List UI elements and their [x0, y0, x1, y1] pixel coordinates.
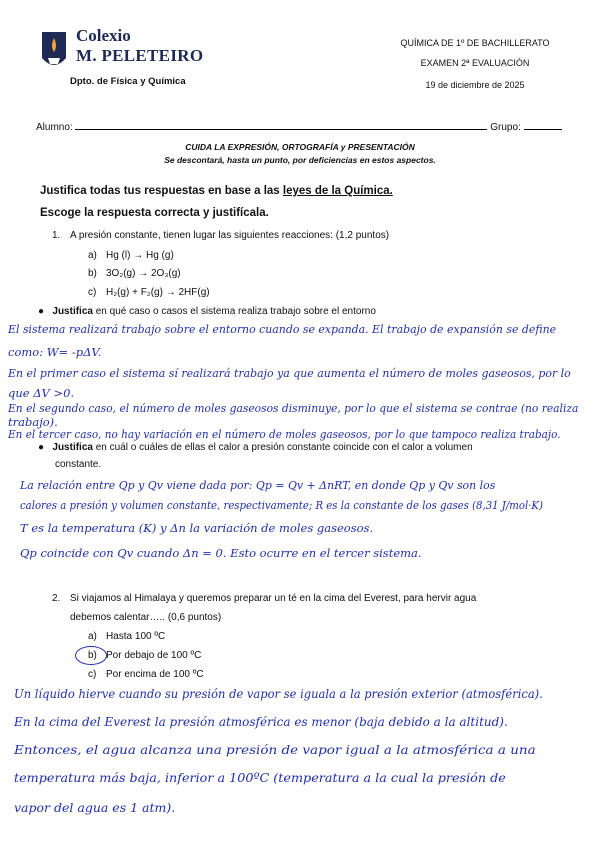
- answer3-line4: temperatura más baja, inferior a 100ºC (temperatura a la cual la presión de: [14, 770, 506, 785]
- q1-bullet1-bold: Justifica: [52, 306, 93, 317]
- answer3-line5: vapor del agua es 1 atm).: [14, 800, 176, 815]
- q1-option-a: Hg (l) → Hg (g): [106, 250, 174, 261]
- student-line: [36, 120, 576, 133]
- instruction-line1: [40, 185, 393, 197]
- q1-option-b-label: b): [88, 268, 97, 279]
- q2-text-cont: debemos calentar….. (0,6 puntos): [70, 612, 222, 623]
- q2-option-a: Hasta 100 ºC: [106, 631, 166, 642]
- answer1-line2: como: W= -pΔV.: [8, 345, 102, 359]
- q1-bullet1: [38, 306, 376, 317]
- answer3-line1: Un líquido hierve cuando su presión de vapor se iguala a la presión exterior (atmosférica).: [14, 686, 543, 701]
- grupo-label: Grupo:: [490, 122, 521, 133]
- q2-option-c: Por encima de 100 ºC: [106, 669, 204, 680]
- answer3-line2: En la cima del Everest la presión atmosférica es menor (baja debido a la altitud).: [14, 714, 508, 729]
- q1-bullet2-bold: Justifica: [52, 442, 93, 453]
- alumno-field[interactable]: [75, 120, 487, 130]
- answer1-line4: que ΔV >0.: [8, 386, 75, 400]
- answer1-line6: trabajo).: [8, 415, 58, 429]
- q2-option-a-label: a): [88, 631, 97, 642]
- department: Dpto. de Física y Química: [70, 76, 186, 87]
- bullet-dot-icon: ●: [38, 442, 45, 453]
- school-name: [76, 26, 203, 66]
- q1-bullet2: [38, 442, 578, 453]
- grupo-field[interactable]: [524, 120, 562, 130]
- answer2-line2: calores a presión y volumen constante, respectivamente; R es la constante de los gases (8,31 J/mol·K): [20, 498, 543, 512]
- laws-link-text: leyes de la Química.: [282, 185, 393, 197]
- school-logo-icon: [40, 28, 68, 74]
- answer1-line7: En el tercer caso, no hay variación en el número de moles gaseosos, por lo que tampoco realiza trabajo.: [8, 427, 561, 441]
- answer2-line4: Qp coincide con Qv cuando Δn = 0. Esto ocurre en el tercer sistema.: [20, 546, 422, 560]
- answer1-line5: En el segundo caso, el número de moles gaseosos disminuye, por lo que el sistema se contrae (no realiza: [8, 401, 579, 415]
- instruction-line1-text: Justifica todas tus respuestas en base a las: [40, 185, 283, 197]
- q1-option-c-label: c): [88, 287, 97, 298]
- q1-option-b: 3O₂(g) → 2O₃(g): [106, 268, 181, 279]
- q1-bullet2-text: en cuál o cuáles de ellas el calor a presión constante coincide con el calor a volumen: [92, 442, 473, 453]
- q1-text: A presión constante, tienen lugar las siguientes reacciones: (1,2 puntos): [70, 230, 390, 241]
- deduction-note: Se descontará, hasta un punto, por deficiencias en estos aspectos.: [164, 155, 436, 165]
- q1-bullet1-text: en qué caso o casos el sistema realiza trabajo sobre el entorno: [92, 306, 376, 317]
- q2-option-b-label: b): [88, 650, 97, 661]
- school-name-line1: Colexio: [76, 26, 131, 45]
- q1-option-c: H₂(g) + F₂(g) → 2HF(g): [106, 287, 210, 298]
- q1-bullet2-cont: constante.: [55, 459, 102, 470]
- course-title: QUÍMICA DE 1º DE BACHILLERATO: [400, 38, 550, 48]
- answer1-line3: En el primer caso el sistema sí realizará trabajo ya que aumenta el número de moles gaseosos, por lo: [8, 366, 571, 380]
- bullet-dot-icon: ●: [38, 306, 45, 317]
- exam-title: EXAMEN 2ª EVALUACIÓN: [420, 58, 530, 68]
- answer2-line1: La relación entre Qp y Qv viene dada por: Qp = Qv + ΔnRT, en donde Qp y Qv son los: [20, 478, 496, 492]
- alumno-label: Alumno:: [36, 122, 73, 133]
- presentation-note: CUIDA LA EXPRESIÓN, ORTOGRAFÍA y PRESENTACIÓN: [185, 142, 415, 152]
- instruction-line2: Escoge la respuesta correcta y justifícala.: [40, 207, 269, 219]
- q2-option-b: Por debajo de 100 ºC: [106, 650, 202, 661]
- exam-date: 19 de diciembre de 2025: [425, 80, 525, 90]
- school-name-line2: M. PELETEIRO: [76, 46, 204, 65]
- q2-number: 2.: [52, 593, 61, 604]
- q2-option-c-label: c): [88, 669, 97, 680]
- q1-option-a-label: a): [88, 250, 97, 261]
- q1-number: 1.: [52, 230, 61, 241]
- answer1-line1: El sistema realizará trabajo sobre el entorno cuando se expanda. El trabajo de expansión se define: [8, 322, 557, 336]
- q2-text: Si viajamos al Himalaya y queremos preparar un té en la cima del Everest, para hervir agua: [70, 593, 477, 604]
- answer2-line3: T es la temperatura (K) y Δn la variación de moles gaseosos.: [20, 521, 374, 535]
- answer3-line3: Entonces, el agua alcanza una presión de vapor igual a la atmosférica a una: [14, 742, 536, 757]
